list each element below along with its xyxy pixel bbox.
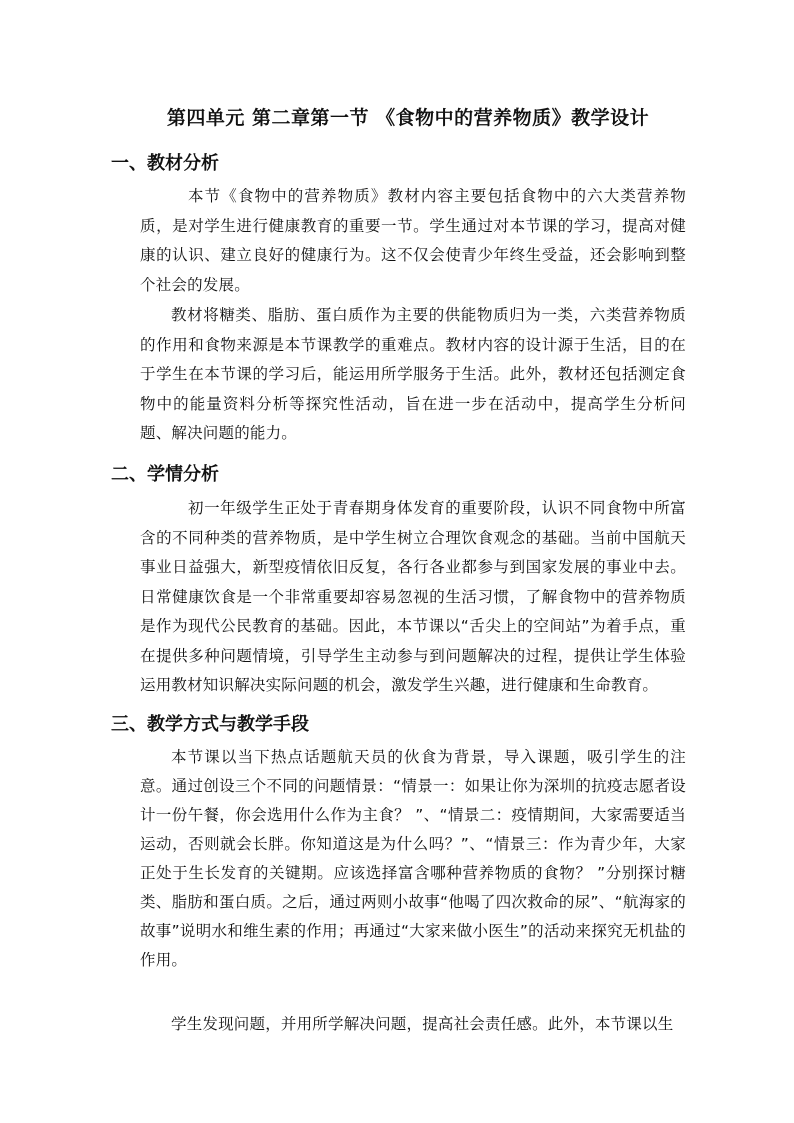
paragraph-learner-analysis: 初一年级学生正处于青春期身体发育的重要阶段，认识不同食物中所富含的不同种类的营养物质，是中学生树立合理饮食观念的基础。当前中国航天事业日益强大，新型疫情依旧反复，各行各业都参与到国家发展的事业中去。日常健康饮食是一个非常重要却容易忽视的生活习惯，了解食物中的营养物质是作为现代公民教育的基础。因此，本节课以“舌尖上的空间站”为着手点，重在提供多种问题情境，引导学生主动参与到问题解决的过程，提供让学生体验运用教材知识解决实际问题的机会，激发学生兴趣，进行健康和生命教育。: [140, 499, 686, 694]
paragraph-textbook-analysis-1: 本节《食物中的营养物质》教材内容主要包括食物中的六大类营养物质，是对学生进行健康教育的重要一节。学生通过对本节课的学习，提高对健康的认识、建立良好的健康行为。这不仅会使青少年终生受益，还会影响到整个社会的发展。: [140, 187, 686, 294]
paragraph-textbook-analysis-2: 教材将糖类、脂肪、蛋白质作为主要的供能物质归为一类，六类营养物质的作用和食物来源是本节课教学的重难点。教材内容的设计源于生活，目的在于学生在本节课的学习后，能运用所学服务于生活。此外，教材还包括测定食物中的能量资料分析等探究性活动，旨在进一步在活动中，提高学生分析问题、解决问题的能力。: [140, 306, 686, 442]
section-heading-textbook-analysis: 一、教材分析: [111, 153, 219, 174]
section-heading-learner-analysis: 二、学情分析: [111, 464, 219, 485]
paragraph-teaching-methods-1: 本节课以当下热点话题航天员的伙食为背景，导入课题，吸引学生的注意。通过创设三个不同的问题情景：“情景一：如果让你为深圳的抗疫志愿者设计一份午餐，你会选用什么作为主食？ ”、“情景二：疫情期间，大家需要适当运动，否则就会长胖。你知道这是为什么吗？”、“情景三：作为青少年，大家正处于生长发育的关键期。应该选择富含哪种营养物质的食物？ ”分别探讨糖类、脂肪和蛋白质。之后，通过两则小故事“他喝了四次救命的尿”、“航海家的故事”说明水和维生素的作用；再通过“大家来做小医生”的活动来探究无机盐的作用。: [140, 748, 686, 969]
document-title: 第四单元 第二章第一节 《食物中的营养物质》教学设计: [166, 107, 650, 129]
section-heading-teaching-methods: 三、教学方式与教学手段: [111, 714, 309, 735]
paragraph-teaching-methods-2: 学生发现问题，并用所学解决问题，提高社会责任感。此外，本节课以生: [171, 1015, 674, 1033]
